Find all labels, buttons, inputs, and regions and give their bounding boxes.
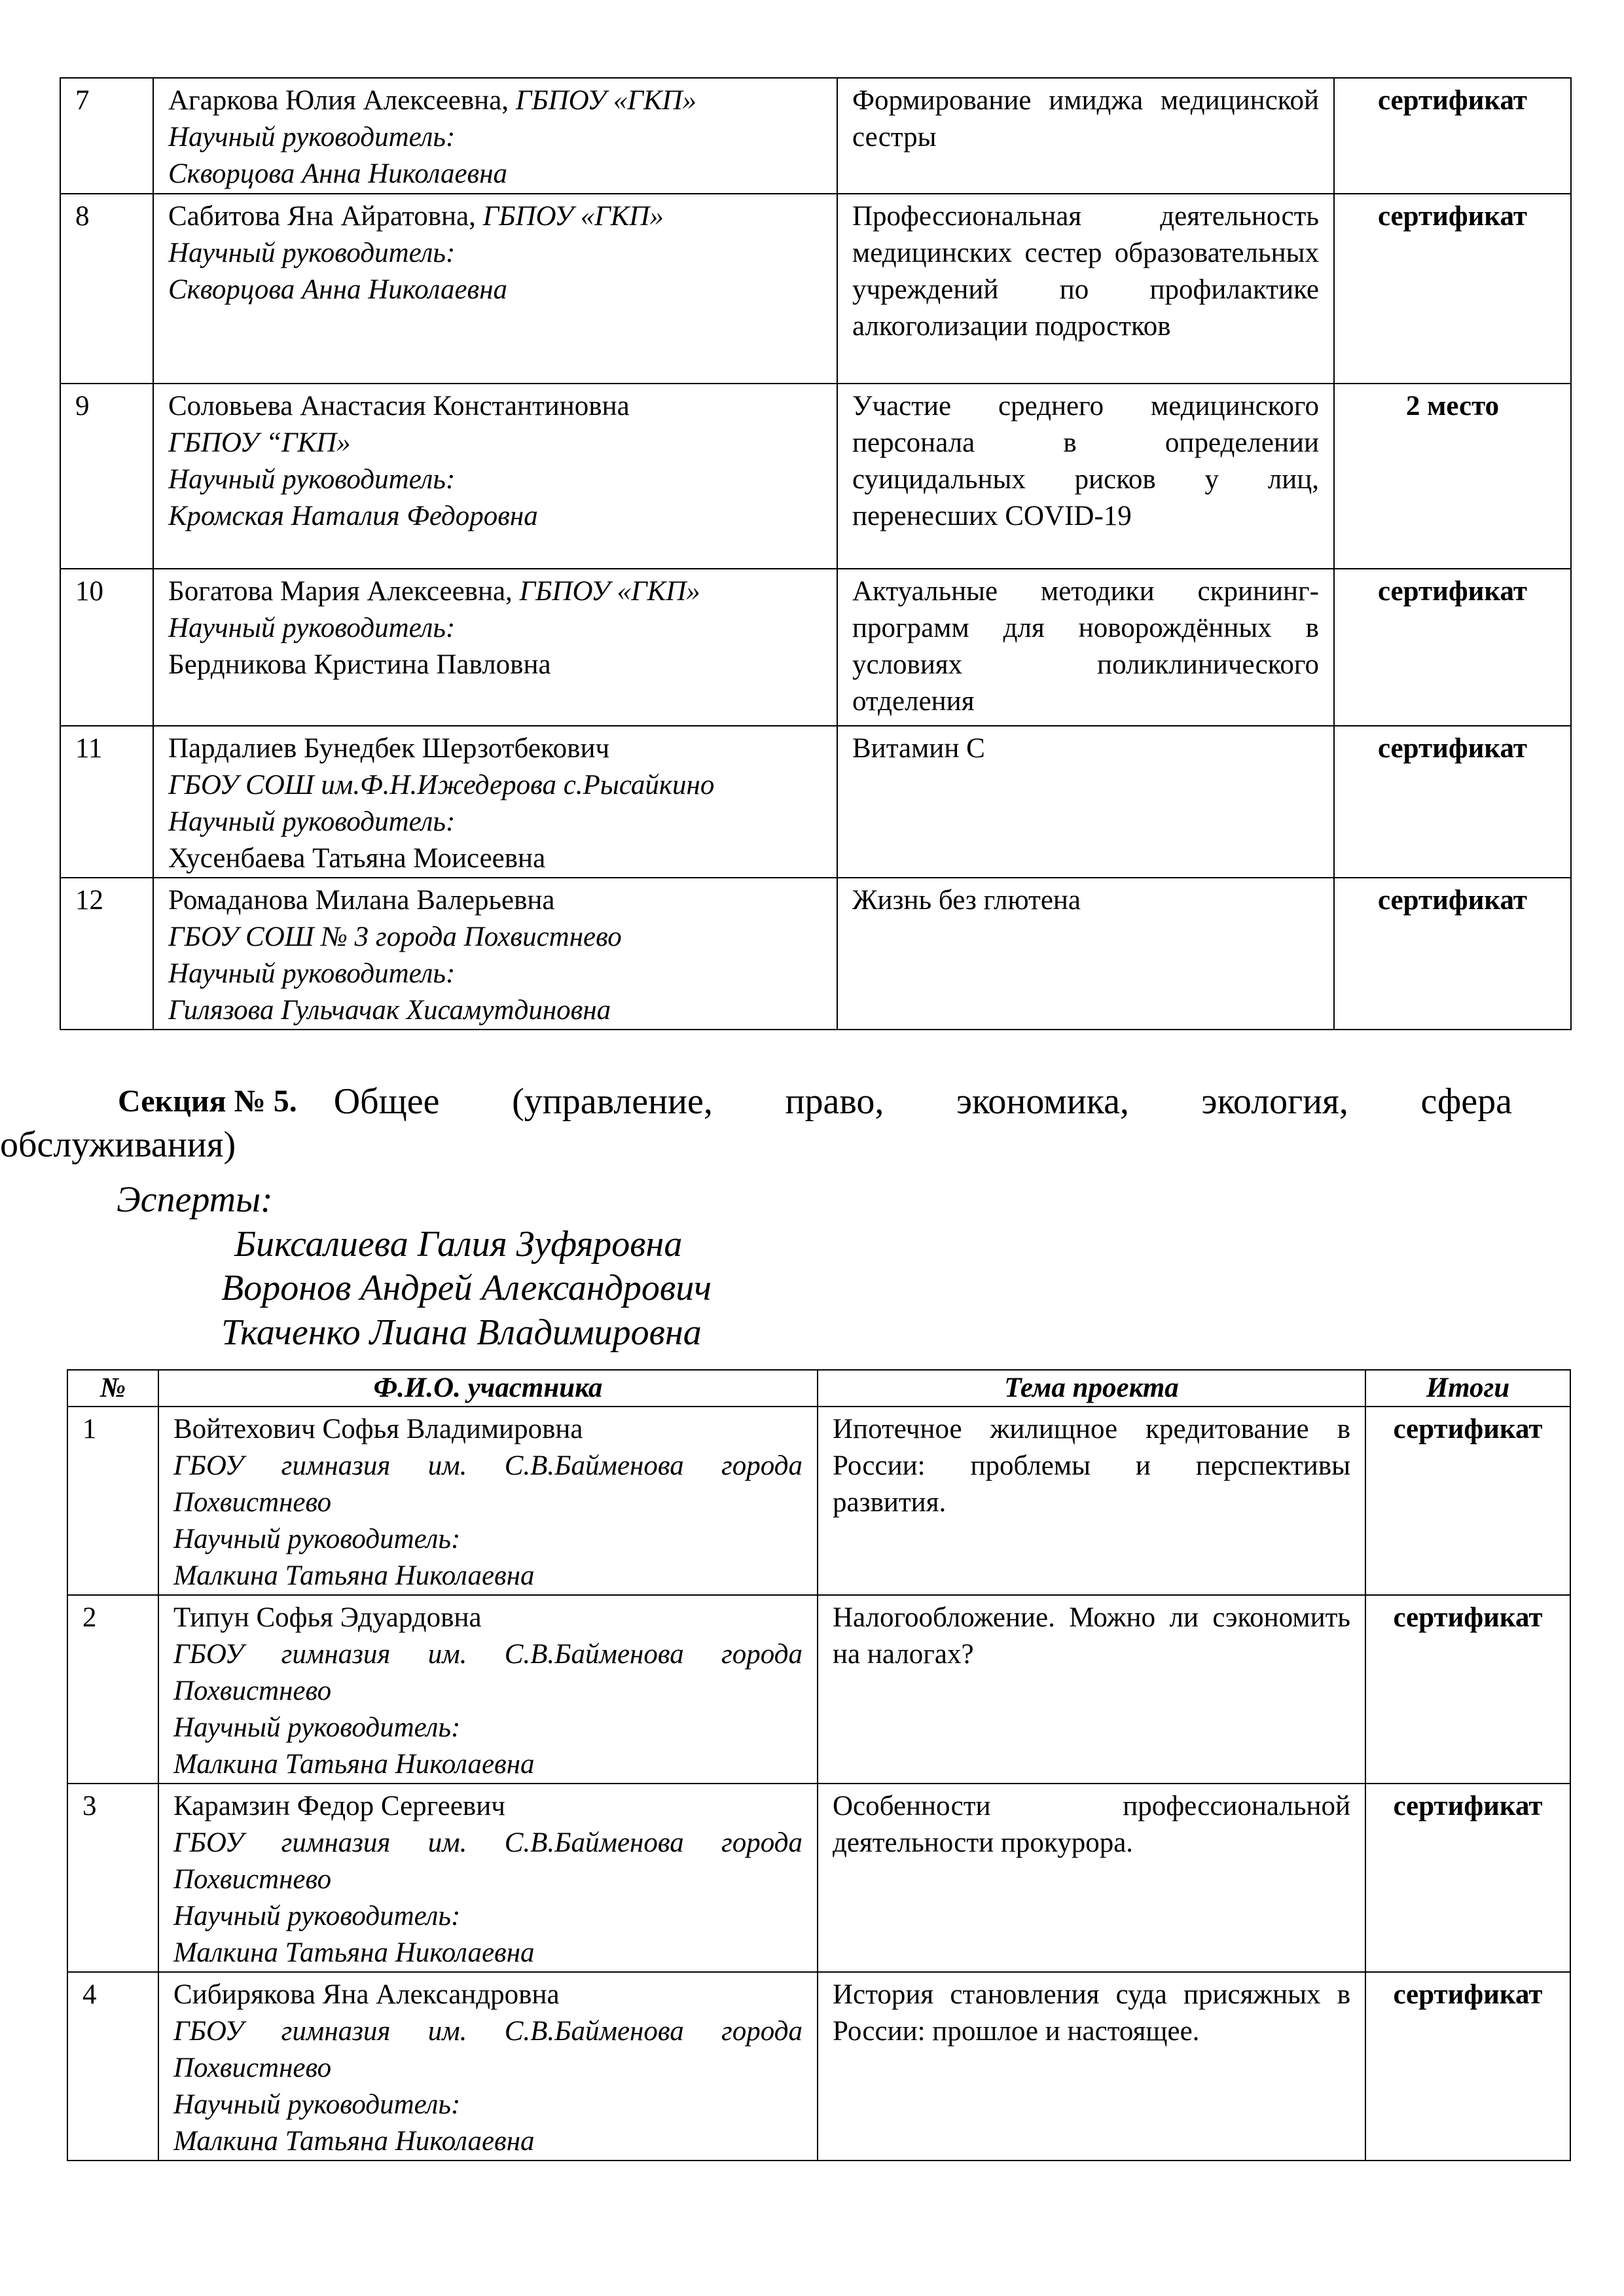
participant-name: Богатова Мария Алексеевна, xyxy=(168,576,513,607)
section-title-line1: Общее (управление, право, экономика, экология, сфера xyxy=(333,1081,1512,1122)
row-number: 12 xyxy=(60,878,153,1030)
expert-name: Ткаченко Лиана Владимировна xyxy=(221,1312,702,1353)
result-cell: сертификат xyxy=(1334,878,1571,1030)
table-row xyxy=(60,569,1571,726)
supervisor-label: Научный руководитель: xyxy=(173,1901,461,1931)
section-title-line2: обслуживания) xyxy=(0,1124,236,1165)
supervisor-label: Научный руководитель: xyxy=(168,122,456,152)
result-cell: сертификат xyxy=(1365,1407,1570,1595)
experts-label: Эсперты: xyxy=(117,1179,273,1220)
participant-school: ГБОУ гимназия им. С.В.Байменова города Похвистнево xyxy=(173,1639,803,1706)
result-cell: сертификат xyxy=(1365,1784,1570,1972)
supervisor-name: Малкина Татьяна Николаевна xyxy=(173,1749,535,1780)
participant-name: Ромаданова Милана Валерьевна xyxy=(168,885,555,916)
participant-school: ГБОУ СОШ № 3 города Похвистнево xyxy=(168,922,622,952)
header-result: Итоги xyxy=(1365,1370,1570,1407)
supervisor-name: Малкина Татьяна Николаевна xyxy=(173,2126,535,2157)
row-number: 7 xyxy=(60,78,153,194)
participant-cell xyxy=(158,1595,818,1784)
project-topic: Участие среднего медицинского персонала в определении суицидальных рисков у лиц, перенесших COVID-19 xyxy=(837,384,1334,569)
result-cell: сертификат xyxy=(1334,726,1571,878)
participant-cell xyxy=(158,1784,818,1972)
participant-name: Сибирякова Яна Александровна xyxy=(173,1979,560,2010)
project-topic: Налогообложение. Можно ли сэкономить на налогах? xyxy=(818,1595,1365,1784)
participant-school: ГБПОУ “ГКП» xyxy=(168,427,351,458)
table-header-row xyxy=(67,1370,1570,1407)
participant-cell xyxy=(158,1972,818,2161)
table-row xyxy=(60,878,1571,1030)
project-topic: Витамин С xyxy=(837,726,1334,878)
supervisor-label: Научный руководитель: xyxy=(173,1712,461,1743)
supervisor-name: Скворцова Анна Николаевна xyxy=(168,274,508,305)
supervisor-name: Скворцова Анна Николаевна xyxy=(168,158,508,189)
expert-name: Биксалиева Галия Зуфяровна xyxy=(234,1224,683,1265)
supervisor-name: Бердникова Кристина Павловна xyxy=(168,649,551,680)
participant-school: ГБОУ гимназия им. С.В.Байменова города Похвистнево xyxy=(173,1450,803,1518)
header-participant: Ф.И.О. участника xyxy=(158,1370,818,1407)
participant-school: ГБПОУ «ГКП» xyxy=(519,576,700,607)
table-row xyxy=(60,384,1571,569)
participant-school: ГБПОУ «ГКП» xyxy=(515,85,696,116)
supervisor-name: Малкина Татьяна Николаевна xyxy=(173,1937,535,1968)
result-cell: сертификат xyxy=(1334,194,1571,384)
participant-name: Пардалиев Бунедбек Шерзотбекович xyxy=(168,733,610,764)
supervisor-label: Научный руководитель: xyxy=(168,806,456,837)
participant-cell xyxy=(153,569,837,726)
project-topic: Жизнь без глютена xyxy=(837,878,1334,1030)
table-row xyxy=(67,1972,1570,2161)
row-number: 4 xyxy=(67,1972,158,2161)
header-number: № xyxy=(67,1370,158,1407)
project-topic: История становления суда присяжных в России: прошлое и настоящее. xyxy=(818,1972,1365,2161)
supervisor-name: Кромская Наталия Федоровна xyxy=(168,501,538,531)
participant-school: ГБОУ СОШ им.Ф.Н.Ижедерова с.Рысайкино xyxy=(168,770,715,800)
row-number: 3 xyxy=(67,1784,158,1972)
table-row xyxy=(67,1595,1570,1784)
project-topic: Формирование имиджа медицинской сестры xyxy=(837,78,1334,194)
project-topic: Ипотечное жилищное кредитование в России: проблемы и перспективы развития. xyxy=(818,1407,1365,1595)
participant-name: Типун Софья Эдуардовна xyxy=(173,1602,482,1633)
supervisor-name: Малкина Татьяна Николаевна xyxy=(173,1560,535,1591)
participant-cell xyxy=(153,384,837,569)
project-topic: Профессиональная деятельность медицинских сестер образовательных учреждений по профилактике алкоголизации подростков xyxy=(837,194,1334,384)
result-cell: сертификат xyxy=(1334,78,1571,194)
row-number: 8 xyxy=(60,194,153,384)
supervisor-name: Гилязова Гульчачак Хисамутдиновна xyxy=(168,995,611,1026)
participant-name: Соловьева Анастасия Константиновна xyxy=(168,391,630,422)
supervisor-name: Хусенбаева Татьяна Моисеевна xyxy=(168,843,546,874)
project-topic: Особенности профессиональной деятельности прокурора. xyxy=(818,1784,1365,1972)
table-row xyxy=(60,78,1571,194)
results-table-section-5 xyxy=(67,1369,1571,2161)
result-cell: сертификат xyxy=(1365,1972,1570,2161)
table-row xyxy=(67,1784,1570,1972)
participant-cell xyxy=(153,878,837,1030)
row-number: 11 xyxy=(60,726,153,878)
project-topic: Актуальные методики скрининг-программ для новорождённых в условиях поликлинического отделения xyxy=(837,569,1334,726)
table-row xyxy=(60,194,1571,384)
expert-name: Воронов Андрей Александрович xyxy=(221,1268,712,1308)
participant-school: ГБПОУ «ГКП» xyxy=(482,201,664,232)
participant-school: ГБОУ гимназия им. С.В.Байменова города Похвистнево xyxy=(173,1827,803,1895)
section-heading xyxy=(0,1080,1512,1166)
supervisor-label: Научный руководитель: xyxy=(168,238,456,268)
row-number: 10 xyxy=(60,569,153,726)
result-cell: сертификат xyxy=(1365,1595,1570,1784)
section-label: Секция № 5. xyxy=(118,1084,297,1119)
supervisor-label: Научный руководитель: xyxy=(173,1524,461,1554)
supervisor-label: Научный руководитель: xyxy=(168,958,456,989)
header-topic: Тема проекта xyxy=(818,1370,1365,1407)
participant-cell xyxy=(153,78,837,194)
participant-name: Карамзин Федор Сергеевич xyxy=(173,1791,505,1821)
participant-school: ГБОУ гимназия им. С.В.Байменова города Похвистнево xyxy=(173,2016,803,2083)
supervisor-label: Научный руководитель: xyxy=(168,464,456,495)
supervisor-label: Научный руководитель: xyxy=(168,613,456,643)
table-row xyxy=(67,1407,1570,1595)
participant-name: Сабитова Яна Айратовна, xyxy=(168,201,476,232)
row-number: 2 xyxy=(67,1595,158,1784)
row-number: 9 xyxy=(60,384,153,569)
participant-cell xyxy=(153,726,837,878)
row-number: 1 xyxy=(67,1407,158,1595)
result-cell: сертификат xyxy=(1334,569,1571,726)
participant-name: Агаркова Юлия Алексеевна, xyxy=(168,85,509,116)
result-cell: 2 место xyxy=(1334,384,1571,569)
participant-cell xyxy=(158,1407,818,1595)
results-table-section-4 xyxy=(60,77,1572,1030)
participant-name: Войтехович Софья Владимировна xyxy=(173,1414,583,1444)
table-row xyxy=(60,726,1571,878)
participant-cell xyxy=(153,194,837,384)
supervisor-label: Научный руководитель: xyxy=(173,2089,461,2120)
